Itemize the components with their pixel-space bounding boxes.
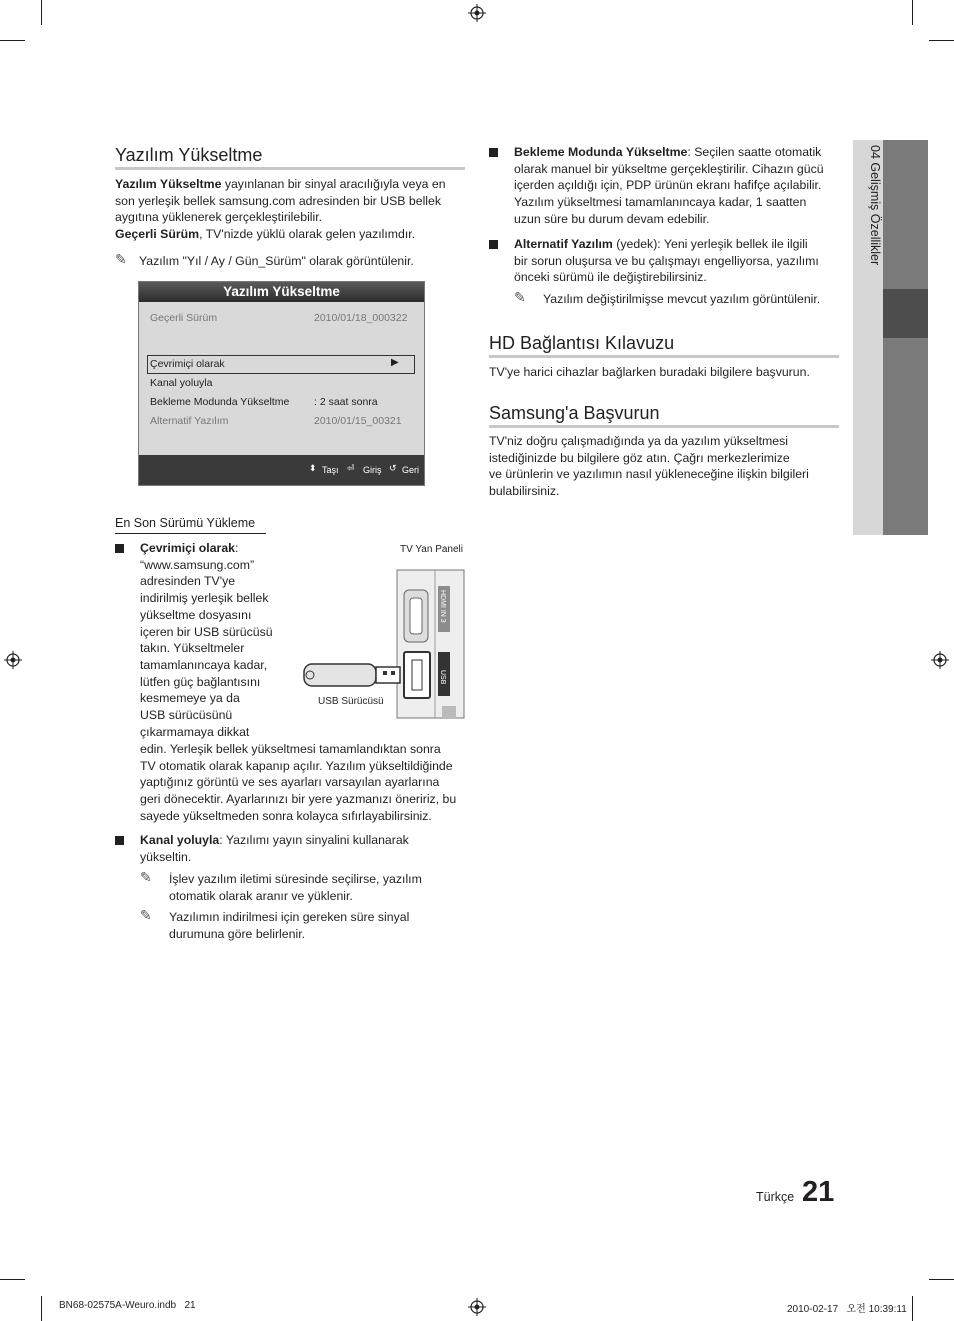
menu-title: Yazılım Yükseltme xyxy=(139,282,424,302)
alt-bold: Alternatif Yazılım xyxy=(514,237,613,251)
standby-line: olarak manuel bir yükseltme gerçekleştirilir. Cihazın gücü xyxy=(514,161,824,176)
section-title-hd-guide: HD Bağlantısı Kılavuzu xyxy=(489,333,675,353)
contact-line: TV'niz doğru çalışmadığında ya da yazılım yükseltmesi xyxy=(489,434,788,448)
chapter-tab-marker xyxy=(883,289,928,338)
footer-language: Türkçe xyxy=(756,1190,795,1204)
online-bold: Çevrimiçi olarak xyxy=(140,541,236,555)
standby-paragraph xyxy=(514,144,844,228)
online-cont-line: edin. Yerleşik bellek yükseltmesi tamamlandıktan sonra xyxy=(140,742,441,756)
latest-underline xyxy=(115,533,266,534)
online-line: yükseltme dosyasını xyxy=(140,607,252,622)
alt-line: (yedek): Yeni yerleşik bellek ile ilgili xyxy=(612,237,808,251)
current-version-bold: Geçerli Sürüm xyxy=(115,227,200,242)
port-usb-label: USB xyxy=(439,670,446,685)
online-cont-line: sayede yükseltmeden sonra kolayca sıfırlayabilirsiniz. xyxy=(140,808,432,823)
standby-line: içerden açıldığı için, PDP ürünün ekranı hafifçe açılabilir. xyxy=(514,178,822,193)
note-line: İşlev yazılım iletimi süresinde seçilirse, yazılım xyxy=(169,872,422,886)
section-rule xyxy=(115,167,465,170)
software-upgrade-menu xyxy=(138,281,425,486)
contact-paragraph xyxy=(489,433,839,500)
online-line: takın. Yükseltmeler xyxy=(140,641,245,656)
foot-enter: Giriş xyxy=(363,465,382,475)
format-note: Yazılım "Yıl / Ay / Gün_Sürüm" olarak görüntülenir. xyxy=(139,254,414,268)
registration-mark-icon xyxy=(468,1298,486,1316)
foot-move: Taşı xyxy=(322,465,339,475)
online-paragraph xyxy=(140,540,300,740)
menu-footer xyxy=(139,455,424,485)
registration-mark-icon xyxy=(4,651,22,669)
online-cont-line: TV otomatik olarak kapanıp açılır. Yazılım yükseltildiğinde xyxy=(140,758,453,773)
move-icon: ⬍ xyxy=(309,463,317,473)
back-icon: ↺ xyxy=(389,463,397,473)
footer-date: 2010-02-17 오전 10:39:11 xyxy=(787,1304,907,1315)
menu-channel-label[interactable]: Kanal yoluyla xyxy=(150,377,213,389)
intro-bold: Yazılım Yükseltme xyxy=(115,177,222,191)
channel-note-1 xyxy=(169,871,469,904)
current-version-text: , TV'nizde yüklü olarak gelen yazılımdır. xyxy=(199,227,416,242)
online-line: “www.samsung.com” xyxy=(140,557,255,572)
online-line: USB sürücüsünü xyxy=(140,708,233,723)
online-cont-line: geri dönecektir. Ayarlarınızı bir yere yazmanızı öneririz, bu xyxy=(140,792,457,807)
note-line: durumuna göre belirlenir. xyxy=(169,926,306,941)
alt-note: Yazılım değiştirilmişse mevcut yazılım görüntülenir. xyxy=(543,292,821,306)
port-hdmi-label: HDMI IN 3 xyxy=(439,590,446,623)
standby-line: uzun süre bu durum devam edebilir. xyxy=(514,211,710,226)
section-title-contact: Samsung'a Başvurun xyxy=(489,403,660,423)
trim-mark xyxy=(912,0,913,25)
standby-line: : Seçilen saatte otomatik xyxy=(687,145,822,159)
menu-current-value: 2010/01/18_000322 xyxy=(314,312,408,324)
contact-line: bulabilirsiniz. xyxy=(489,484,560,499)
trim-mark xyxy=(0,1279,25,1280)
tv-panel-label: TV Yan Paneli xyxy=(400,544,464,555)
registration-mark-icon xyxy=(931,651,949,669)
footer-file: BN68-02575A-Weuro.indb 21 xyxy=(59,1300,196,1311)
trim-mark xyxy=(41,1296,42,1321)
trim-mark xyxy=(0,40,25,41)
menu-alt-label: Alternatif Yazılım xyxy=(150,415,229,427)
trim-mark xyxy=(929,1279,954,1280)
intro-line: yayınlanan bir sinyal aracılığıyla veya en xyxy=(221,177,446,191)
bullet-square xyxy=(489,148,498,157)
bullet-square xyxy=(489,240,498,249)
hd-paragraph: TV'ye harici cihazlar bağlarken buradaki bilgilere başvurun. xyxy=(489,365,810,379)
online-line: çıkarmamaya dikkat xyxy=(140,724,250,739)
channel-line: : Yazılımı yayın sinyalini kullanarak xyxy=(219,833,409,847)
section-rule xyxy=(489,425,839,428)
intro-line: son yerleşik bellek samsung.com adresinden bir USB bellek xyxy=(115,193,442,208)
online-line: kesmemeye ya da xyxy=(140,691,240,706)
menu-arrow-icon: ▶ xyxy=(391,357,399,368)
intro-paragraph xyxy=(115,176,465,243)
alt-paragraph xyxy=(514,236,844,286)
contact-line: ve ürünlerin ve yazılımın nasıl yükleneceğine ilişkin bilgileri xyxy=(489,467,809,482)
online-line: lütfen güç bağlantısını xyxy=(140,674,261,689)
latest-heading: En Son Sürümü Yükleme xyxy=(115,516,256,530)
menu-standby-label[interactable]: Bekleme Modunda Yükseltme xyxy=(150,396,290,408)
menu-standby-value: : 2 saat sonra xyxy=(314,396,378,408)
registration-mark-icon xyxy=(468,4,486,22)
online-line: : xyxy=(235,541,239,555)
bullet-square xyxy=(115,836,124,845)
note-line: Yazılımın indirilmesi için gereken süre sinyal xyxy=(169,910,410,924)
usb-drive-label: USB Sürücüsü xyxy=(318,696,384,707)
note-pencil-icon: ✎ xyxy=(140,907,152,923)
online-cont-line: yaptığınız görüntü ve ses ayarları varsayılan ayarlarına xyxy=(140,775,440,790)
bullet-square xyxy=(115,544,124,553)
menu-online-label[interactable]: Çevrimiçi olarak xyxy=(150,358,225,370)
alt-line: bir sorun oluşursa ve bu çalışmayı engelliyorsa, yazılımı xyxy=(514,253,819,268)
online-continuation xyxy=(140,741,470,825)
menu-alt-value: 2010/01/15_00321 xyxy=(314,415,402,427)
trim-mark xyxy=(41,0,42,25)
channel-note-2 xyxy=(169,909,469,942)
enter-icon: ⏎ xyxy=(347,463,355,473)
section-rule xyxy=(489,355,839,358)
page-number: 21 xyxy=(802,1176,835,1208)
note-line: otomatik olarak aranır ve yüklenir. xyxy=(169,888,353,903)
standby-line: Yazılım yükseltmesi tamamlanıncaya kadar, 1 saatten xyxy=(514,195,807,210)
alt-line: önceki sürümü ile değiştirebilirsiniz. xyxy=(514,270,707,285)
trim-mark xyxy=(912,1296,913,1321)
intro-line: aygıtına yüklenerek gerçekleştirilebilir. xyxy=(115,210,323,225)
channel-line: yükseltin. xyxy=(140,849,192,864)
standby-bold: Bekleme Modunda Yükseltme xyxy=(514,145,688,159)
note-pencil-icon: ✎ xyxy=(115,251,127,267)
online-line: indirilmiş yerleşik bellek xyxy=(140,591,269,606)
channel-bold: Kanal yoluyla xyxy=(140,833,220,847)
online-line: adresinden TV'ye xyxy=(140,574,236,589)
foot-back: Geri xyxy=(402,465,420,475)
note-pencil-icon: ✎ xyxy=(140,869,152,885)
channel-paragraph xyxy=(140,832,470,865)
online-line: tamamlanıncaya kadar, xyxy=(140,657,268,672)
note-pencil-icon: ✎ xyxy=(514,289,526,305)
contact-line: istediğinizde bu bilgilere göz atın. Çağrı merkezlerimize xyxy=(489,450,790,465)
online-line: içeren bir USB sürücüsü xyxy=(140,624,273,639)
chapter-tab-label: 04 Gelişmiş Özellikler xyxy=(868,145,882,266)
section-title-software-upgrade: Yazılım Yükseltme xyxy=(115,145,263,165)
trim-mark xyxy=(929,40,954,41)
menu-current-label: Geçerli Sürüm xyxy=(150,312,218,324)
